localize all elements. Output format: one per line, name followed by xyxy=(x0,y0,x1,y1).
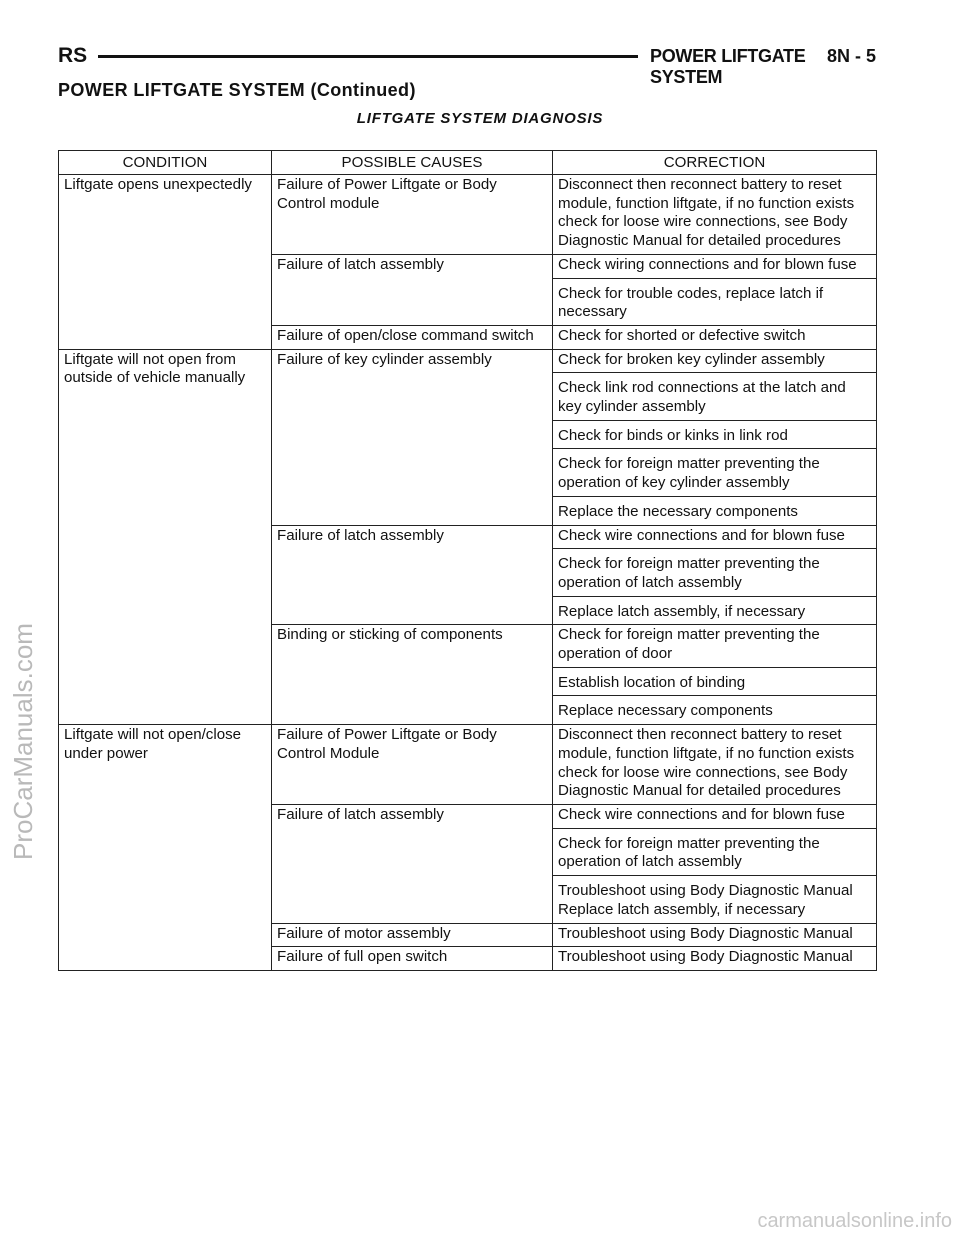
correction-item: Troubleshoot using Body Diagnostic Manual xyxy=(558,924,853,942)
correction-cell xyxy=(553,525,877,625)
correction-item: Disconnect then reconnect battery to reset module, function liftgate, if no function exists check for loose wire connections, see Body Diagnostic Manual for detailed procedures xyxy=(558,726,855,800)
table-body xyxy=(59,175,877,971)
cause-cell: Binding or sticking of components xyxy=(272,625,553,725)
correction-cell xyxy=(553,947,877,971)
correction-item: Check for shorted or defective switch xyxy=(558,326,806,344)
cause-cell: Failure of Power Liftgate or Body Control module xyxy=(272,175,553,255)
cause-cell: Failure of latch assembly xyxy=(272,804,553,923)
page-number: 8N - 5 xyxy=(826,46,876,66)
correction-item: Check for foreign matter preventing the operation of door xyxy=(558,626,820,663)
cause-cell: Failure of Power Liftgate or Body Control Module xyxy=(272,725,553,805)
table-row xyxy=(59,725,877,805)
correction-item: Check for broken key cylinder assembly xyxy=(558,350,825,368)
correction-item: Check for foreign matter preventing the operation of latch assembly xyxy=(553,548,876,592)
section-title: POWER LIFTGATE SYSTEM (Continued) xyxy=(58,80,416,100)
correction-item: Check for foreign matter preventing the operation of key cylinder assembly xyxy=(553,448,876,492)
correction-cell xyxy=(553,804,877,923)
correction-item: Replace the necessary components xyxy=(553,496,876,522)
correction-cell xyxy=(553,349,877,525)
cause-cell: Failure of latch assembly xyxy=(272,525,553,625)
condition-cell: Liftgate opens unexpectedly xyxy=(59,175,272,350)
correction-item: Troubleshoot using Body Diagnostic Manual xyxy=(558,948,853,966)
correction-item: Check wire connections and for blown fuse xyxy=(558,526,845,544)
cause-cell: Failure of latch assembly xyxy=(272,254,553,325)
correction-item: Check for foreign matter preventing the operation of latch assembly xyxy=(553,828,876,872)
correction-item: Check wire connections and for blown fuse xyxy=(558,805,845,823)
correction-item: Check for binds or kinks in link rod xyxy=(553,420,876,446)
correction-item: Replace latch assembly, if necessary xyxy=(553,596,876,622)
header-rule xyxy=(98,55,638,58)
page-header xyxy=(58,44,876,87)
condition-cell: Liftgate will not open/close under power xyxy=(59,725,272,971)
table-caption: LIFTGATE SYSTEM DIAGNOSIS xyxy=(356,110,604,127)
section-code: RS xyxy=(58,44,88,67)
column-header: CORRECTION xyxy=(553,151,877,175)
correction-item: Disconnect then reconnect battery to reset module, function liftgate, if no function exists check for loose wire connections, see Body Diagnostic Manual for detailed procedures xyxy=(558,176,855,250)
correction-cell xyxy=(553,325,877,349)
correction-item: Check for trouble codes, replace latch if necessary xyxy=(553,278,876,322)
correction-cell xyxy=(553,725,877,805)
table-row xyxy=(59,175,877,255)
correction-item: Check wiring connections and for blown fuse xyxy=(558,255,857,273)
correction-cell xyxy=(553,254,877,325)
correction-cell xyxy=(553,625,877,725)
correction-item: Replace necessary components xyxy=(553,695,876,721)
column-header: CONDITION xyxy=(59,151,272,175)
header-title: POWER LIFTGATE SYSTEM xyxy=(650,46,806,87)
side-watermark: ProCarManuals.com xyxy=(8,623,38,860)
correction-item: Troubleshoot using Body Diagnostic Manual Replace latch assembly, if necessary xyxy=(553,875,876,919)
table-row xyxy=(59,349,877,525)
cause-cell: Failure of key cylinder assembly xyxy=(272,349,553,525)
column-header: POSSIBLE CAUSES xyxy=(272,151,553,175)
correction-item: Check link rod connections at the latch and key cylinder assembly xyxy=(553,372,876,416)
bottom-watermark: carmanualsonline.info xyxy=(757,1210,952,1232)
diagnosis-table xyxy=(58,150,877,971)
condition-cell: Liftgate will not open from outside of vehicle manually xyxy=(59,349,272,725)
table-header-row xyxy=(59,151,877,175)
correction-cell xyxy=(553,923,877,947)
correction-item: Establish location of binding xyxy=(553,667,876,693)
correction-cell xyxy=(553,175,877,255)
cause-cell: Failure of motor assembly xyxy=(272,923,553,947)
cause-cell: Failure of open/close command switch xyxy=(272,325,553,349)
cause-cell: Failure of full open switch xyxy=(272,947,553,971)
